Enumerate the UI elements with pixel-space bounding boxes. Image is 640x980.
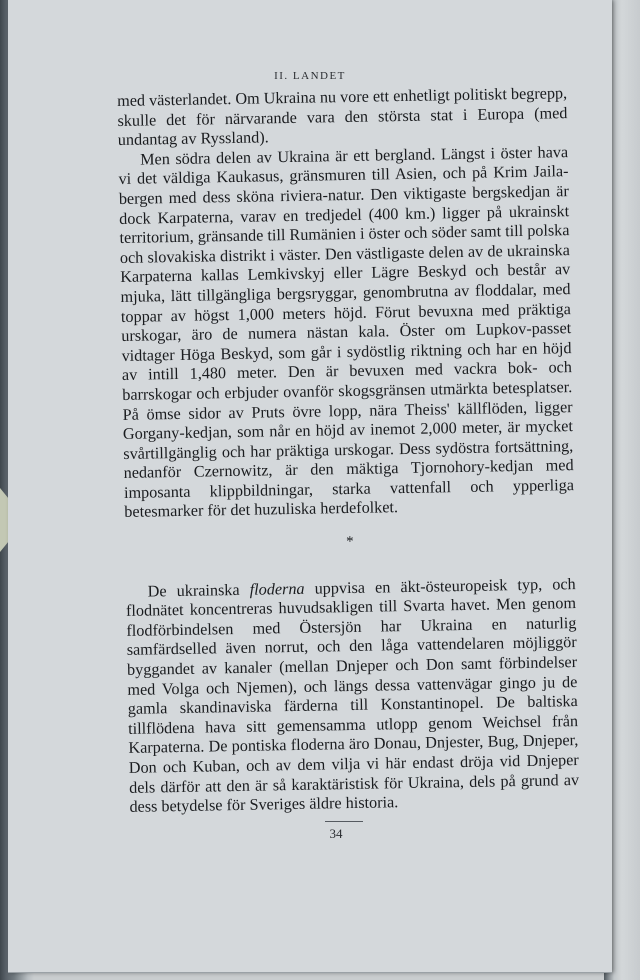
page-number-rule — [325, 821, 363, 822]
paragraph-continuation: med västerlandet. Om Ukraina nu vore ett enhetligt politiskt begrepp, skulle det för närvarande vara den största stat i Europa (med undantag av Ryssland). — [117, 84, 568, 150]
rivers-text: uppvisa en äkt-östeuropeisk typ, och flodnätet koncentreras huvudsakligen till Svarta havet. Men genom flodförbindelsen med Östersjön har Ukraina en naturlig samfärdselled även norrut, och den låga vattendelaren möjliggör byggandet av kanaler (mellan Dnjeper och Don samt förbindelser med Volga och Njemen), och längs dessa vattenvägar gingo ju de gamla skandinaviska färderna till Konstantinopel. De baltiska tillflödena hava sitt gemensamma utlopp genom Weichsel från Karpaterna. De pontiska floderna äro Donau, Dnjester, Bug, Dnjeper, Don och Kuban, och av dem vilja vi här endast dröja vid Dnjeper dels därför att den är så karaktäristisk för Ukraina, dels på grund av dess betydelse för Sveriges äldre historia. — [125, 574, 580, 817]
section-separator: * — [346, 534, 354, 551]
rivers-intro: De ukrainska — [147, 580, 250, 601]
body-text — [117, 84, 580, 818]
running-header: II. LANDET — [274, 70, 346, 82]
paragraph-rivers — [126, 575, 580, 818]
paragraph-mountains: Men södra delen av Ukraina är ett bergland. Längst i öster hava vi det väldiga Kaukasus, gränsmuren till Asien, och på Krim Jaila-bergen med dess sköna riviera-natur. Den viktigaste bergskedjan är dock Karpaterna, varav en tredjedel (400 km.) ligger på ukrainskt territorium, gränsande till Rumänien i öster och söder samt till polska och slovakiska distrikt i väster. Den västligaste delen av de ukrainska Karpaterna kallas Lemkivskyj eller Lägre Beskyd och består av mjuka, lätt tillgängliga bergsryggar, genombrutna av floddalar, med toppar av högst 1,000 meters höjd. Förut bevuxna med präktiga urskogar, äro de numera nästan kala. Öster om Lupkov-passet vidtager Höga Beskyd, som går i sydöstlig riktning och har en höjd av intill 1,480 meter. Den är bevuxen med vackra bok- och barrskogar och erbjuder ovanför skogsgränsen utmärkta betesplatser. På ömse sidor av Pruts övre lopp, nära Theiss' källflöden, ligger Gorgany-kedjan, som når en höjd av inemot 2,000 meter, är mycket svårtillgänglig och har präktiga urskogar. Dess sydöstra fortsättning, nedanför Czernowitz, är den mäktiga Tjornohory-kedjan med imposanta klippbildningar, starka vattenfall och ypperliga betesmarker för det huzuliska herdefolket. — [118, 142, 575, 522]
page-number: 34 — [329, 826, 343, 841]
rivers-emphasis: floderna — [249, 579, 305, 599]
